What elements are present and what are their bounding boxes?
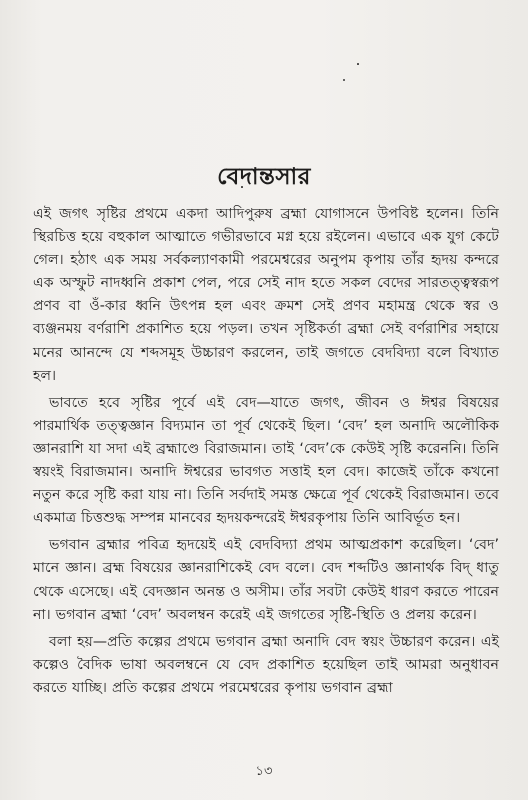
chapter-title: বেদান্তসার [217, 164, 311, 191]
body-text [33, 203, 499, 700]
page-number: ১৩ [255, 764, 273, 779]
paragraph-1: এই জগৎ সৃষ্টির প্রথমে একদা আদিপুরুষ ব্রহ্মা যোগাসনে উপবিষ্ট হলেন। তিনি স্থিরচিত্ত হয়ে বহুকাল আত্মাতে গভীরভাবে মগ্ন হয়ে রইলেন। এভাবে এক যুগ কেটে গেল। হঠাৎ এক সময় সর্বকল্যাণকামী পরমেশ্বরের অনুপম কৃপায় তাঁর হৃদয় কন্দরে এক অস্ফুট নাদধ্বনি প্রকাশ পেল, পরে সেই নাদ হতে সকল বেদের সারতত্ত্বস্বরূপ প্রণব বা ওঁ-কার ধ্বনি উৎপন্ন হল এবং ক্রমশ সেই প্রণব মহামন্ত্র থেকে স্বর ও ব্যঞ্জনময় বর্ণরাশি প্রকাশিত হয়ে পড়ল। তখন সৃষ্টিকর্তা ব্রহ্মা সেই বর্ণরাশির সহায়ে মনের আনন্দে যে শব্দসমূহ উচ্চারণ করলেন, তাই জগতে বেদবিদ্যা বলে বিখ্যাত হল। [33, 206, 499, 384]
paragraph-2: ভাবতে হবে সৃষ্টির পূর্বে এই বেদ—যাতে জগৎ, জীবন ও ঈশ্বর বিষয়ের পারমার্থিক তত্ত্বজ্ঞান বিদ্যমান তা পূর্ব থেকেই ছিল। ‘বেদ’ হল অনাদি অলৌকিক জ্ঞানরাশি যা সদা এই ব্রহ্মাণ্ডে বিরাজমান। তাই ‘বেদ’কে কেউই সৃষ্টি করেননি। তিনি স্বয়ংই বিরাজমান। অনাদি ঈশ্বরের ভাবগত সত্তাই হল বেদ। কাজেই তাঁকে কখনো নতুন করে সৃষ্টি করা যায় না। তিনি সর্বদাই সমস্ত ক্ষেত্রে পূর্ব থেকেই বিরাজমান। তবে একমাত্র চিত্তশুদ্ধ সম্পন্ন মানবের হৃদয়কন্দরেই ঈশ্বরকৃপায় তিনি আবির্ভূত হন। [33, 394, 499, 527]
paragraph-4: বলা হয়—প্রতি কল্পের প্রথমে ভগবান ব্রহ্মা অনাদি বেদ স্বয়ং উচ্চারণ করেন। এই কল্পেও বৈদিক ভাষা অবলম্বনে যে বেদ প্রকাশিত হয়েছিল তাই আমরা অনুধাবন করতে যাচ্ছি। প্রতি কল্পের প্রথমে পরমেশ্বরের কৃপায় ভগবান ব্রহ্মা [33, 633, 499, 696]
print-speck [357, 63, 359, 65]
paragraph-3: ভগবান ব্রহ্মার পবিত্র হৃদয়েই এই বেদবিদ্যা প্রথম আত্মপ্রকাশ করেছিল। ‘বেদ’ মানে জ্ঞান। ব্রহ্ম বিষয়ের জ্ঞানরাশিকেই বেদ বলে। বেদ শব্দটিও জ্ঞানার্থক বিদ্ ধাতু থেকে এসেছে। এই বেদজ্ঞান অনন্ত ও অসীম। তাঁর সবটা কেউই ধারণ করতে পারেন না। ভগবান ব্রহ্মা ‘বেদ’ অবলম্বন করেই এই জগতের সৃষ্টি-স্থিতি ও প্রলয় করেন। [33, 537, 499, 623]
print-speck [343, 79, 345, 81]
